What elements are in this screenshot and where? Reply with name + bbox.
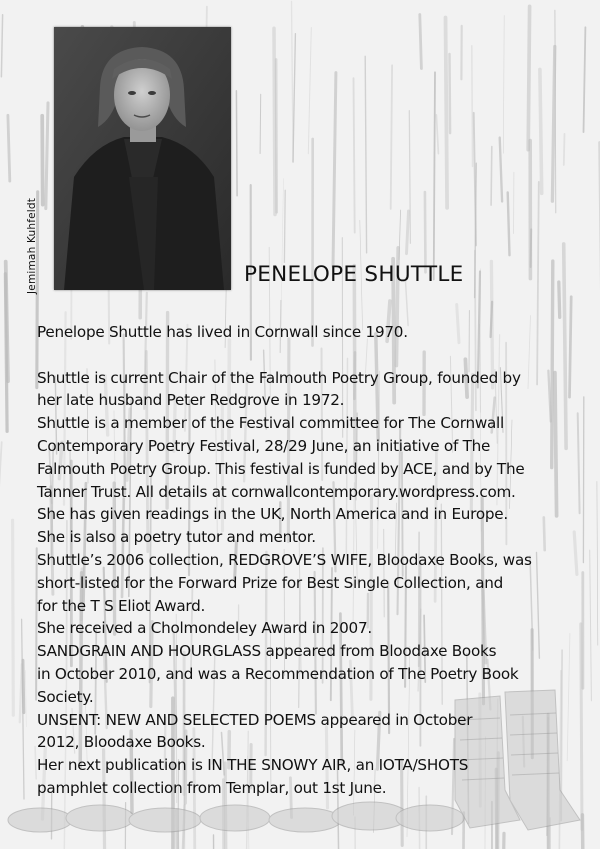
- bio-line: Contemporary Poetry Festival, 28/29 June, an initiative of The: [37, 436, 491, 455]
- author-photo: [54, 27, 231, 290]
- bio-line: She received a Cholmondeley Award in 2007.: [37, 619, 372, 638]
- bio-line: her late husband Peter Redgrove in 1972.: [37, 391, 345, 410]
- bio-line: She has given readings in the UK, North America and in Europe.: [37, 505, 508, 524]
- bio-line: in October 2010, and was a Recommendation of The Poetry Book: [37, 664, 519, 683]
- bio-line: Her next publication is IN THE SNOWY AIR, an IOTA/SHOTS: [37, 756, 469, 775]
- bio-line: Shuttle’s 2006 collection, REDGROVE’S WIFE, Bloodaxe Books, was: [37, 550, 532, 569]
- photo-credit: Jemimah Kuhfeldt: [26, 197, 38, 294]
- bio-line: Shuttle is current Chair of the Falmouth Poetry Group, founded by: [37, 368, 521, 387]
- bio-line: Shuttle is a member of the Festival committee for The Cornwall: [37, 414, 504, 433]
- bio-line: 2012, Bloodaxe Books.: [37, 733, 206, 752]
- bio-line: SANDGRAIN AND HOURGLASS appeared from Bloodaxe Books: [37, 642, 497, 661]
- bio-line: for the T S Eliot Award.: [37, 596, 206, 615]
- bio-line: [37, 344, 597, 367]
- bio-text: [37, 321, 597, 800]
- bio-line: UNSENT: NEW AND SELECTED POEMS appeared in October: [37, 710, 473, 729]
- bio-line: She is also a poetry tutor and mentor.: [37, 528, 316, 547]
- bio-line: Penelope Shuttle has lived in Cornwall since 1970.: [37, 323, 408, 341]
- bio-line: Tanner Trust. All details at cornwallcontemporary.wordpress.com.: [37, 482, 516, 501]
- bio-line: pamphlet collection from Templar, out 1st June.: [37, 778, 387, 797]
- bio-line: Falmouth Poetry Group. This festival is funded by ACE, and by The: [37, 459, 525, 478]
- bio-line: Society.: [37, 687, 94, 706]
- page-title: PENELOPE SHUTTLE: [244, 262, 464, 287]
- bio-line: short-listed for the Forward Prize for Best Single Collection, and: [37, 573, 504, 592]
